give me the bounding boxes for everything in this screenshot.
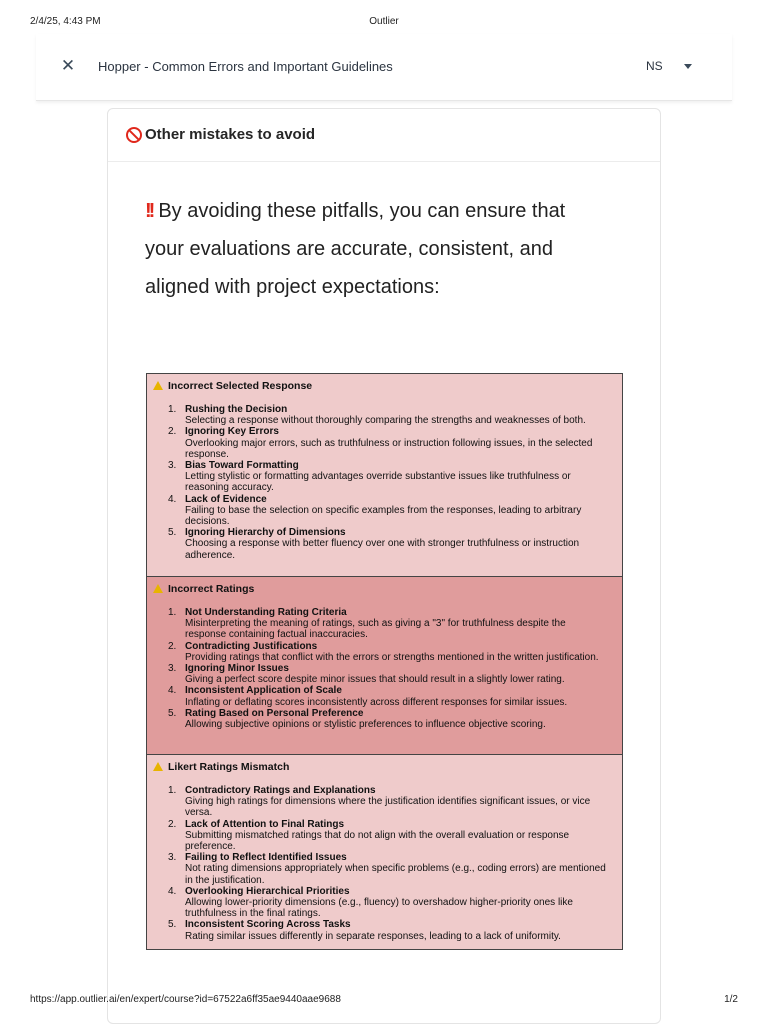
section-heading <box>153 380 612 396</box>
card-header <box>108 109 660 162</box>
item-description: Failing to base the selection on specific examples from the responses, leading to arbitrary decisions. <box>185 504 582 528</box>
list-item <box>153 494 612 528</box>
item-title: Ignoring Hierarchy of Dimensions <box>185 527 346 539</box>
list-item <box>153 708 612 730</box>
course-title: Hopper - Common Errors and Important Guidelines <box>98 59 393 74</box>
item-title: Inconsistent Scoring Across Tasks <box>185 919 351 931</box>
item-number: 4. <box>168 685 177 697</box>
item-number: 5. <box>168 919 177 931</box>
list-item <box>153 852 612 886</box>
warning-icon <box>153 381 163 390</box>
item-title: Bias Toward Formatting <box>185 460 299 472</box>
section-title: Incorrect Selected Response <box>168 380 313 392</box>
caret-down-icon[interactable] <box>684 64 692 69</box>
warning-icon <box>153 584 163 593</box>
item-list <box>153 785 612 942</box>
card-title: Other mistakes to avoid <box>145 126 316 143</box>
item-title: Failing to Reflect Identified Issues <box>185 852 347 864</box>
item-title: Ignoring Minor Issues <box>185 663 289 675</box>
item-number: 1. <box>168 785 177 796</box>
section-incorrect-ratings <box>147 577 622 755</box>
print-datetime: 2/4/25, 4:43 PM <box>30 16 101 27</box>
mistakes-image <box>146 373 623 950</box>
list-item <box>153 819 612 853</box>
item-description: Giving a perfect score despite minor issues that should result in a slightly lower rating. <box>185 674 565 686</box>
item-number: 1. <box>168 607 177 618</box>
intro-line-1-text: By avoiding these pitfalls, you can ensure that <box>158 200 566 222</box>
item-title: Contradicting Justifications <box>185 640 318 652</box>
intro-line-2: your evaluations are accurate, consistent, and <box>145 238 554 260</box>
print-title: Outlier <box>369 16 399 27</box>
item-number: 4. <box>168 885 177 897</box>
list-item <box>153 527 612 561</box>
item-description: Choosing a response with better fluency over one with stronger truthfulness or instruction adherence. <box>185 538 580 561</box>
item-description: Submitting mismatched ratings that do not align with the overall evaluation or response preference. <box>185 829 570 853</box>
intro-line-1 <box>145 192 635 230</box>
item-title: Overlooking Hierarchical Priorities <box>185 885 350 897</box>
item-description: Rating similar issues differently in separate responses, leading to a lack of uniformity. <box>185 930 561 942</box>
item-number: 2. <box>168 640 177 652</box>
item-title: Not Understanding Rating Criteria <box>185 607 347 618</box>
item-description: Overlooking major errors, such as truthfulness or instruction following issues, in the selected response. <box>185 437 593 460</box>
print-footer <box>0 994 768 1008</box>
item-number: 4. <box>168 493 177 505</box>
item-description: Providing ratings that conflict with the errors or strengths mentioned in the written justification. <box>185 651 599 663</box>
item-description: Misinterpreting the meaning of ratings, such as giving a "3" for truthfulness despite the response containing factual inaccuracies. <box>185 618 566 641</box>
item-description: Inflating or deflating scores inconsistently across different responses for similar issues. <box>185 696 568 708</box>
print-url: https://app.outlier.ai/en/expert/course?id=67522a6ff35ae9440aae9688 <box>30 994 341 1005</box>
section-incorrect-selected-response <box>147 374 622 577</box>
list-item <box>153 685 612 707</box>
list-item <box>153 919 612 941</box>
list-item <box>153 426 612 460</box>
intro-text <box>145 192 635 306</box>
item-description: Allowing subjective opinions or stylistic preferences to influence objective scoring. <box>185 719 546 731</box>
item-description: Giving high ratings for dimensions where the justification identifies significant issues, or vice versa. <box>185 796 591 819</box>
section-title: Incorrect Ratings <box>168 583 255 595</box>
intro-line-3: aligned with project expectations: <box>145 276 440 298</box>
list-item <box>153 607 612 641</box>
item-title: Ignoring Key Errors <box>185 426 279 438</box>
item-description: Not rating dimensions appropriately when specific problems (e.g., coding errors) are mentioned in the justification. <box>185 863 606 886</box>
item-description: Letting stylistic or formatting advantages override substantive issues like truthfulness or reasoning accuracy. <box>185 471 571 494</box>
section-title: Likert Ratings Mismatch <box>168 761 290 773</box>
list-item <box>153 785 612 819</box>
item-number: 2. <box>168 426 177 438</box>
no-entry-icon <box>126 127 142 143</box>
item-list <box>153 404 612 561</box>
item-number: 3. <box>168 852 177 864</box>
item-description: Selecting a response without thoroughly comparing the strengths and weaknesses of both. <box>185 415 586 427</box>
close-icon[interactable]: ✕ <box>60 56 76 75</box>
item-number: 3. <box>168 460 177 472</box>
list-item <box>153 663 612 685</box>
section-heading <box>153 583 612 599</box>
section-heading <box>153 761 612 777</box>
list-item <box>153 460 612 494</box>
item-title: Inconsistent Application of Scale <box>185 685 342 697</box>
item-number: 5. <box>168 527 177 539</box>
double-exclamation-icon: !! <box>145 200 153 222</box>
print-header <box>0 16 768 30</box>
section-likert-ratings-mismatch <box>147 755 622 950</box>
item-title: Lack of Evidence <box>185 493 267 505</box>
list-item <box>153 404 612 426</box>
item-number: 2. <box>168 818 177 830</box>
item-number: 1. <box>168 404 177 415</box>
item-title: Lack of Attention to Final Ratings <box>185 818 345 830</box>
warning-icon <box>153 762 163 771</box>
user-initials[interactable]: NS <box>646 59 663 73</box>
item-number: 5. <box>168 707 177 719</box>
print-page-number: 1/2 <box>724 994 738 1005</box>
item-title: Contradictory Ratings and Explanations <box>185 785 376 796</box>
item-title: Rushing the Decision <box>185 404 288 415</box>
list-item <box>153 641 612 663</box>
item-title: Rating Based on Personal Preference <box>185 707 364 719</box>
item-description: Allowing lower-priority dimensions (e.g., fluency) to overshadow higher-priority ones like truthfulness in the final ratings. <box>185 897 573 920</box>
item-number: 3. <box>168 663 177 675</box>
list-item <box>153 886 612 920</box>
item-list <box>153 607 612 730</box>
course-header <box>36 34 732 101</box>
